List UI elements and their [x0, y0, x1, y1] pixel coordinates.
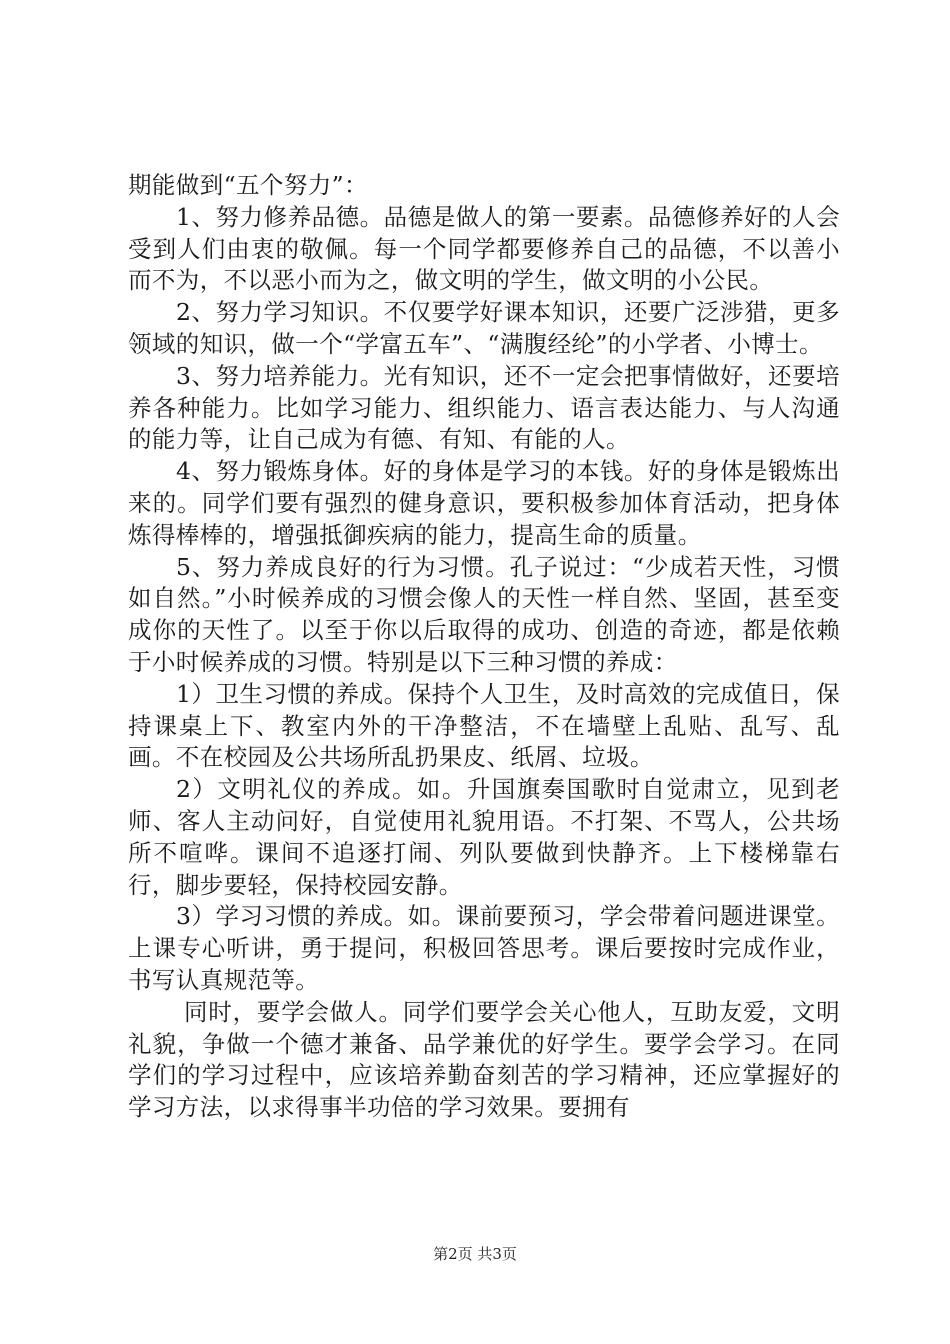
paragraph-effort-2: 2、努力学习知识。不仅要学好课本知识，还要广泛涉猎，更多领域的知识，做一个“学富五车”、“满腹经纶”的小学者、小博士。 [128, 298, 840, 358]
paragraph-effort-1: 1、努力修养品德。品德是做人的第一要素。品德修养好的人会受到人们由衷的敬佩。每一个同学都要修养自己的品德，不以善小而不为，不以恶小而为之，做文明的学生，做文明的小公民。 [128, 202, 840, 295]
paragraph-closing: 同时，要学会做人。同学们要学会关心他人，互助友爱，文明礼貌，争做一个德才兼备、品学兼优的好学生。要学会学习。在同学们的学习过程中，应该培养勤奋刻苦的学习精神，还应掌握好的学习方法，以求得事半功倍的学习效果。要拥有 [128, 997, 840, 1122]
document-body [128, 170, 840, 1124]
paragraph-effort-4: 4、努力锻炼身体。好的身体是学习的本钱。好的身体是锻炼出来的。同学们要有强烈的健身意识，要积极参加体育活动，把身体炼得棒棒的，增强抵御疾病的能力，提高生命的质量。 [128, 457, 840, 549]
paragraph-habit-3: 3）学习习惯的养成。如。课前要预习，学会带着问题进课堂。上课专心听讲，勇于提问，积极回答思考。课后要按时完成作业，书写认真规范等。 [128, 902, 840, 994]
paragraph-habit-2: 2）文明礼仪的养成。如。升国旗奏国歌时自觉肃立，见到老师、客人主动问好，自觉使用礼貌用语。不打架、不骂人，公共场所不喧哗。课间不追逐打闹、列队要做到快静齐。上下楼梯靠右行，脚步要轻，保持校园安静。 [128, 775, 840, 899]
paragraph-effort-3: 3、努力培养能力。光有知识，还不一定会把事情做好，还要培养各种能力。比如学习能力、组织能力、语言表达能力、与人沟通的能力等，让自己成为有德、有知、有能的人。 [128, 361, 840, 454]
paragraph-effort-5: 5、努力养成良好的行为习惯。孔子说过：“少成若天性，习惯如自然。”小时候养成的习惯会像人的天性一样自然、坚固，甚至变成你的天性了。以至于你以后取得的成功、创造的奇迹，都是依赖于小时候养成的习惯。特别是以下三种习惯的养成： [128, 552, 840, 676]
paragraph-intro: 期能做到“五个努力”： [128, 171, 368, 199]
paragraph-habit-1: 1）卫生习惯的养成。保持个人卫生，及时高效的完成值日，保持课桌上下、教室内外的干净整洁，不在墙壁上乱贴、乱写、乱画。不在校园及公共场所乱扔果皮、纸屑、垃圾。 [128, 679, 840, 772]
page-number-footer: 第2页 共3页 [433, 1245, 517, 1263]
